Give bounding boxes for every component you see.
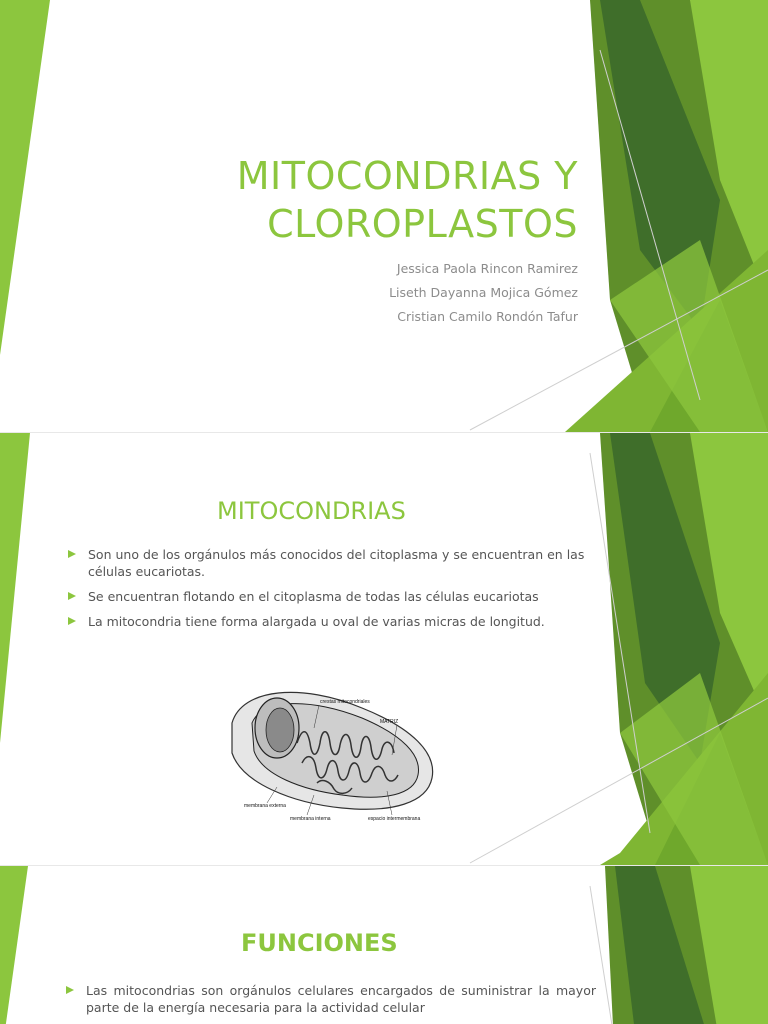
label-membrana-interna: membrana interna: [290, 816, 331, 822]
bullet-arrow-icon: [68, 592, 76, 600]
list-item: [68, 613, 598, 630]
title-line-1: MITOCONDRIAS Y: [236, 154, 578, 198]
presentation-title: [237, 152, 578, 248]
label-matriz: MATRIZ: [380, 719, 399, 725]
bullet-arrow-icon: [68, 617, 76, 625]
slide-funciones: [0, 866, 768, 1024]
author-1: Jessica Paola Rincon Ramirez: [396, 261, 578, 276]
label-membrana-externa: membrana externa: [244, 803, 286, 809]
author-2: Liseth Dayanna Mojica Gómez: [389, 285, 578, 300]
section-heading: MITOCONDRIAS: [217, 496, 406, 525]
label-espacio-intermembrana: espacio intermembrana: [368, 816, 421, 822]
bullet-text: Son uno de los orgánulos más conocidos del citoplasma y se encuentran en las células eucariotas.: [88, 547, 585, 579]
list-item: [68, 588, 598, 605]
author-3: Cristian Camilo Rondón Tafur: [397, 309, 578, 324]
slide-mitocondrias: [0, 433, 768, 865]
label-crestas: crestas mitocondriales: [320, 699, 370, 705]
bullet-arrow-icon: [68, 550, 76, 558]
mitochondria-diagram: [222, 683, 442, 828]
list-item: [66, 982, 596, 1016]
bullet-text: Se encuentran flotando en el citoplasma de todas las células eucariotas: [88, 589, 539, 604]
title-line-2: CLOROPLASTOS: [267, 202, 578, 246]
slide-title: [0, 0, 768, 432]
bullet-text: La mitocondria tiene forma alargada u oval de varias micras de longitud.: [88, 614, 545, 629]
bullet-text: Las mitocondrias son orgánulos celulares encargados de suministrar la mayor parte de la energía necesaria para la actividad celular: [86, 983, 596, 1015]
bullet-list: [66, 982, 596, 1024]
bullet-list: [68, 546, 598, 638]
authors-list: [389, 257, 578, 329]
bullet-arrow-icon: [66, 986, 74, 994]
list-item: [68, 546, 598, 580]
section-heading: FUNCIONES: [241, 928, 398, 957]
